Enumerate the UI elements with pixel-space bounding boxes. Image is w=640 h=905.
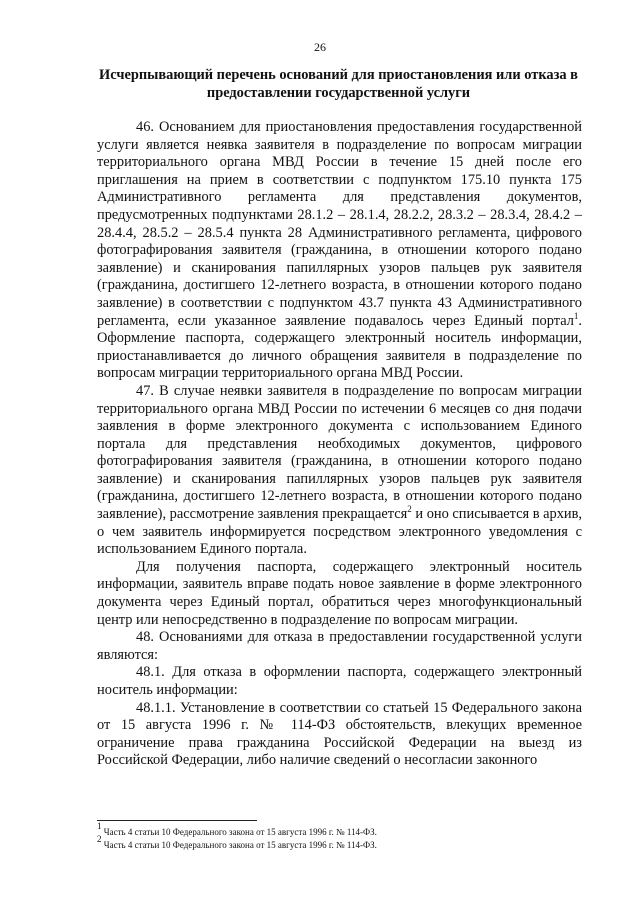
paragraph-48-1: 48.1. Для отказа в оформлении паспорта, содержащего электронный носитель информации:	[97, 664, 582, 698]
footnote-1-text: Часть 4 статьи 10 Федерального закона от 15 августа 1996 г. № 114-ФЗ.	[103, 827, 377, 837]
paragraph-48: 48. Основаниями для отказа в предоставлении государственной услуги являются:	[97, 629, 582, 663]
footnote-ref-1: 1	[573, 310, 579, 321]
page-number: 26	[314, 40, 326, 54]
footnotes	[97, 821, 580, 852]
paragraph-46: 46. Основанием для приостановления предоставления государственной услуги является неявка заявителя в подразделение по вопросам миграции территориального органа МВД России в течение 15 дней после его приглашения на прием в соответствии с подпунктом 175.10 пункта 175 Административного регламента для представления документов, предусмотренных подпунктами 28.1.2 – 28.1.4, 28.2.2, 28.3.2 – 28.3.4, 28.4.2 – 28.4.4, 28.5.2 – 28.5.4 пункта 28 Административного регламента, цифрового фотографирования заявителя (гражданина, в отношении которого подано заявление) и сканирования папиллярных узоров пальцев рук заявителя (гражданина, достигшего 12-летнего возраста, в отношении которого подано заявление) в соответствии с подпунктом 43.7 пункта 43 Административного регламента, если указанное заявление подавалось через Единый портал$^1$. Оформление паспорта, содержащего электронный носитель информации, приостанавливается до личного обращения заявителя в подразделение по вопросам миграции территориального органа МВД России.	[97, 119, 582, 382]
footnote-2	[97, 834, 580, 852]
footnote-ref-2: 2	[407, 504, 412, 515]
document-body	[97, 119, 582, 770]
paragraph-47	[97, 383, 582, 559]
paragraph-48-1-1: 48.1.1. Установление в соответствии со статьей 15 Федерального закона от 15 августа 1996 г. № 114-ФЗ обстоятельств, влекущих временное ограничение права гражданина Российской Федерации на выезд из Российской Федерации, либо наличие сведений о несогласии законного	[97, 699, 582, 769]
paragraph-new-application: Для получения паспорта, содержащего электронный носитель информации, заявитель вправе подать новое заявление в форме электронного документа через Единый портал, обратиться через многофункциональный центр или непосредственно в подразделение по вопросам миграции.	[97, 558, 582, 628]
footnote-divider	[97, 820, 257, 821]
paragraph-46-continuation: Оформление паспорта, содержащего электронный носитель информации, приостанавливается до личного обращения заявителя в подразделение по вопросам миграции территориального органа МВД России.	[97, 330, 582, 382]
footnote-2-text: Часть 4 статьи 10 Федерального закона от 15 августа 1996 г. № 114-ФЗ.	[103, 840, 377, 850]
footnote-2-mark: 2	[97, 834, 102, 844]
paragraph-46-text: 46. Основанием для приостановления предоставления государственной услуги является неявка заявителя в подразделение по вопросам миграции территориального органа МВД России в течение 15 дней после его приглашения на прием в соответствии с подпунктом 175.10 пункта 175 Административного регламента для представления документов, предусмотренных подпунктами 28.1.2 – 28.1.4, 28.2.2, 28.3.2 – 28.3.4, 28.4.2 – 28.4.4, 28.5.2 – 28.5.4 пункта 28 Административного регламента, цифрового фотографирования заявителя (гражданина, в отношении которого подано заявление) и сканирования папиллярных узоров пальцев рук заявителя (гражданина, достигшего 12-летнего возраста, в отношении которого подано заявление) в соответствии с подпунктом 43.7 пункта 43 Административного регламента, если указанное заявление подавалось через Единый портал	[97, 119, 582, 329]
section-heading: Исчерпывающий перечень оснований для приостановления или отказа в предоставлении государственной услуги	[99, 67, 578, 101]
footnote-1-mark: 1	[97, 821, 102, 831]
footnote-1	[97, 821, 580, 839]
paragraph-47-text: 47. В случае неявки заявителя в подразделение по вопросам миграции территориального органа МВД России по истечении 6 месяцев со дня подачи заявления в форме электронного документа с использованием Единого портала для представления необходимых документов, цифрового фотографирования заявителя (гражданина, в отношении которого подано заявление) и сканирования папиллярных узоров пальцев рук заявителя (гражданина, достигшего 12-летнего возраста, в отношении которого подано заявление), рассмотрение заявления прекращается	[97, 382, 582, 523]
paragraph-47-continuation: и оно списывается в архив, о чем заявитель информируется посредством электронного уведомления с использованием Единого портала.	[97, 506, 582, 558]
